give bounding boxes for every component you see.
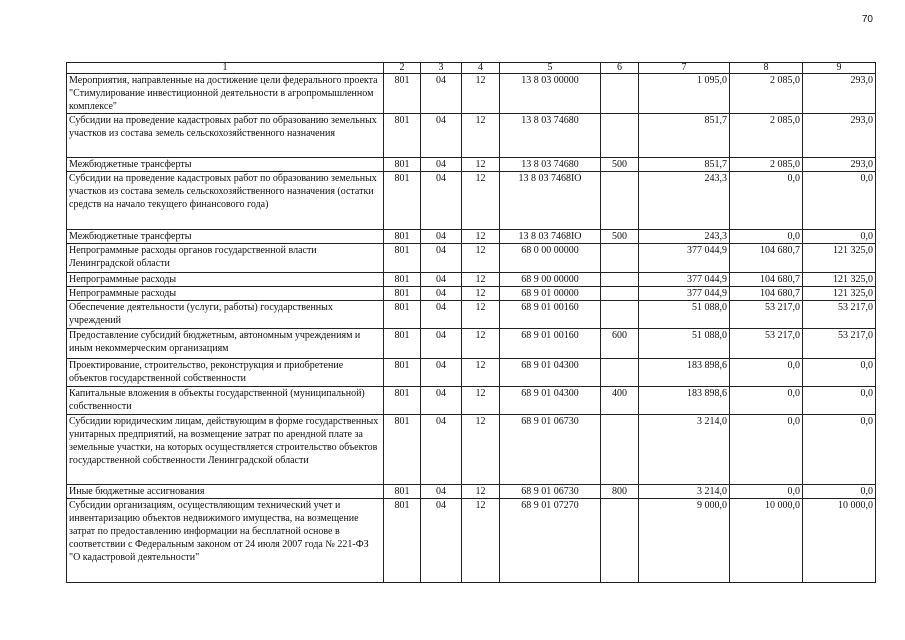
column-header: 7 xyxy=(639,63,730,74)
subsection-code: 12 xyxy=(462,172,500,230)
amount-col-8: 0,0 xyxy=(730,230,803,244)
expense-type-code xyxy=(601,244,639,273)
target-article-code: 13 8 03 74680 xyxy=(500,114,601,158)
amount-col-7: 851,7 xyxy=(639,114,730,158)
row-name: Непрограммные расходы xyxy=(67,287,384,301)
amount-col-9: 53 217,0 xyxy=(803,329,876,359)
row-name: Проектирование, строительство, реконструкция и приобретение объектов государственной собственности xyxy=(67,359,384,387)
section-code: 04 xyxy=(421,329,462,359)
row-name: Субсидии юридическим лицам, действующим в форме государственных унитарных предприятий, на возмещение затрат по арендной плате за земельные участки, на которых осуществляется строительство объектов государственной собственности Ленинградской области xyxy=(67,415,384,485)
table-row xyxy=(67,329,876,359)
expense-type-code xyxy=(601,114,639,158)
target-article-code: 68 9 01 00160 xyxy=(500,301,601,329)
expense-type-code: 500 xyxy=(601,158,639,172)
section-code: 04 xyxy=(421,415,462,485)
row-name: Субсидии организациям, осуществляющим технический учет и инвентаризацию объектов недвижимого имущества, на возмещение затрат по предоставлению информации на бесплатной основе в соответствии с Федеральным законом от 24 июля 2007 года № 221-ФЗ "О кадастровой деятельности" xyxy=(67,499,384,583)
table-row xyxy=(67,499,876,583)
amount-col-9: 10 000,0 xyxy=(803,499,876,583)
subsection-code: 12 xyxy=(462,74,500,114)
row-name: Непрограммные расходы органов государственной власти Ленинградской области xyxy=(67,244,384,273)
expense-type-code xyxy=(601,415,639,485)
amount-col-7: 51 088,0 xyxy=(639,301,730,329)
table-row xyxy=(67,230,876,244)
page-number: 70 xyxy=(861,14,873,25)
table-row xyxy=(67,273,876,287)
grbs-code: 801 xyxy=(384,273,421,287)
section-code: 04 xyxy=(421,230,462,244)
target-article-code: 68 9 01 06730 xyxy=(500,415,601,485)
section-code: 04 xyxy=(421,387,462,415)
column-header: 5 xyxy=(500,63,601,74)
table-row xyxy=(67,485,876,499)
column-header: 1 xyxy=(67,63,384,74)
amount-col-9: 0,0 xyxy=(803,485,876,499)
amount-col-8: 104 680,7 xyxy=(730,287,803,301)
subsection-code: 12 xyxy=(462,287,500,301)
budget-table xyxy=(66,62,876,583)
amount-col-8: 104 680,7 xyxy=(730,244,803,273)
section-code: 04 xyxy=(421,114,462,158)
section-code: 04 xyxy=(421,359,462,387)
subsection-code: 12 xyxy=(462,499,500,583)
target-article-code: 13 8 03 7468IO xyxy=(500,172,601,230)
table-row xyxy=(67,301,876,329)
expense-type-code: 500 xyxy=(601,230,639,244)
expense-type-code xyxy=(601,273,639,287)
amount-col-9: 121 325,0 xyxy=(803,273,876,287)
amount-col-8: 0,0 xyxy=(730,359,803,387)
row-name: Межбюджетные трансферты xyxy=(67,230,384,244)
expense-type-code: 800 xyxy=(601,485,639,499)
expense-type-code: 400 xyxy=(601,387,639,415)
subsection-code: 12 xyxy=(462,301,500,329)
table-row xyxy=(67,114,876,158)
target-article-code: 68 9 01 07270 xyxy=(500,499,601,583)
target-article-code: 13 8 03 7468IO xyxy=(500,230,601,244)
subsection-code: 12 xyxy=(462,230,500,244)
amount-col-9: 293,0 xyxy=(803,74,876,114)
grbs-code: 801 xyxy=(384,359,421,387)
amount-col-7: 3 214,0 xyxy=(639,485,730,499)
amount-col-7: 377 044,9 xyxy=(639,244,730,273)
expense-type-code xyxy=(601,359,639,387)
amount-col-7: 851,7 xyxy=(639,158,730,172)
grbs-code: 801 xyxy=(384,230,421,244)
target-article-code: 68 9 01 04300 xyxy=(500,359,601,387)
amount-col-8: 53 217,0 xyxy=(730,301,803,329)
table-row xyxy=(67,415,876,485)
column-header: 6 xyxy=(601,63,639,74)
table-row xyxy=(67,359,876,387)
target-article-code: 68 9 00 00000 xyxy=(500,273,601,287)
header-row xyxy=(67,63,876,74)
amount-col-7: 51 088,0 xyxy=(639,329,730,359)
row-name: Непрограммные расходы xyxy=(67,273,384,287)
section-code: 04 xyxy=(421,287,462,301)
amount-col-8: 0,0 xyxy=(730,415,803,485)
amount-col-7: 243,3 xyxy=(639,172,730,230)
target-article-code: 68 9 01 00160 xyxy=(500,329,601,359)
table-row xyxy=(67,158,876,172)
grbs-code: 801 xyxy=(384,158,421,172)
amount-col-8: 53 217,0 xyxy=(730,329,803,359)
grbs-code: 801 xyxy=(384,387,421,415)
amount-col-8: 0,0 xyxy=(730,172,803,230)
expense-type-code xyxy=(601,499,639,583)
expense-type-code xyxy=(601,301,639,329)
target-article-code: 13 8 03 74680 xyxy=(500,158,601,172)
section-code: 04 xyxy=(421,485,462,499)
amount-col-9: 0,0 xyxy=(803,387,876,415)
grbs-code: 801 xyxy=(384,172,421,230)
amount-col-7: 377 044,9 xyxy=(639,273,730,287)
row-name: Предоставление субсидий бюджетным, автономным учреждениям и иным некоммерческим организациям xyxy=(67,329,384,359)
subsection-code: 12 xyxy=(462,114,500,158)
column-header: 9 xyxy=(803,63,876,74)
grbs-code: 801 xyxy=(384,114,421,158)
amount-col-9: 121 325,0 xyxy=(803,244,876,273)
subsection-code: 12 xyxy=(462,158,500,172)
subsection-code: 12 xyxy=(462,329,500,359)
grbs-code: 801 xyxy=(384,499,421,583)
section-code: 04 xyxy=(421,172,462,230)
target-article-code: 13 8 03 00000 xyxy=(500,74,601,114)
subsection-code: 12 xyxy=(462,415,500,485)
amount-col-9: 0,0 xyxy=(803,172,876,230)
row-name: Межбюджетные трансферты xyxy=(67,158,384,172)
amount-col-7: 183 898,6 xyxy=(639,359,730,387)
target-article-code: 68 9 01 06730 xyxy=(500,485,601,499)
amount-col-9: 0,0 xyxy=(803,415,876,485)
column-header: 8 xyxy=(730,63,803,74)
subsection-code: 12 xyxy=(462,387,500,415)
table-row xyxy=(67,387,876,415)
section-code: 04 xyxy=(421,301,462,329)
grbs-code: 801 xyxy=(384,74,421,114)
amount-col-7: 183 898,6 xyxy=(639,387,730,415)
amount-col-9: 121 325,0 xyxy=(803,287,876,301)
amount-col-9: 293,0 xyxy=(803,114,876,158)
grbs-code: 801 xyxy=(384,415,421,485)
section-code: 04 xyxy=(421,74,462,114)
amount-col-9: 0,0 xyxy=(803,230,876,244)
subsection-code: 12 xyxy=(462,485,500,499)
amount-col-8: 10 000,0 xyxy=(730,499,803,583)
amount-col-9: 0,0 xyxy=(803,359,876,387)
grbs-code: 801 xyxy=(384,287,421,301)
grbs-code: 801 xyxy=(384,244,421,273)
column-header: 3 xyxy=(421,63,462,74)
subsection-code: 12 xyxy=(462,359,500,387)
amount-col-7: 243,3 xyxy=(639,230,730,244)
amount-col-8: 0,0 xyxy=(730,387,803,415)
expense-type-code xyxy=(601,74,639,114)
table-row xyxy=(67,244,876,273)
amount-col-7: 3 214,0 xyxy=(639,415,730,485)
row-name: Иные бюджетные ассигнования xyxy=(67,485,384,499)
row-name: Мероприятия, направленные на достижение цели федерального проекта "Стимулирование инвестиционной деятельности в агропромышленном комплексе" xyxy=(67,74,384,114)
grbs-code: 801 xyxy=(384,329,421,359)
row-name: Субсидии на проведение кадастровых работ по образованию земельных участков из состава земель сельскохозяйственного назначения xyxy=(67,114,384,158)
expense-type-code xyxy=(601,287,639,301)
amount-col-8: 2 085,0 xyxy=(730,114,803,158)
section-code: 04 xyxy=(421,244,462,273)
subsection-code: 12 xyxy=(462,244,500,273)
table-row xyxy=(67,172,876,230)
amount-col-8: 2 085,0 xyxy=(730,158,803,172)
section-code: 04 xyxy=(421,158,462,172)
amount-col-7: 1 095,0 xyxy=(639,74,730,114)
expense-type-code: 600 xyxy=(601,329,639,359)
grbs-code: 801 xyxy=(384,301,421,329)
target-article-code: 68 0 00 00000 xyxy=(500,244,601,273)
subsection-code: 12 xyxy=(462,273,500,287)
column-header: 2 xyxy=(384,63,421,74)
grbs-code: 801 xyxy=(384,485,421,499)
amount-col-7: 9 000,0 xyxy=(639,499,730,583)
table-row xyxy=(67,74,876,114)
row-name: Обеспечение деятельности (услуги, работы) государственных учреждений xyxy=(67,301,384,329)
table-row xyxy=(67,287,876,301)
amount-col-7: 377 044,9 xyxy=(639,287,730,301)
section-code: 04 xyxy=(421,499,462,583)
amount-col-8: 104 680,7 xyxy=(730,273,803,287)
expense-type-code xyxy=(601,172,639,230)
column-header: 4 xyxy=(462,63,500,74)
row-name: Капитальные вложения в объекты государственной (муниципальной) собственности xyxy=(67,387,384,415)
amount-col-9: 293,0 xyxy=(803,158,876,172)
row-name: Субсидии на проведение кадастровых работ по образованию земельных участков из состава земель сельскохозяйственного назначения (остатки средств на начало текущего финансового года) xyxy=(67,172,384,230)
amount-col-8: 2 085,0 xyxy=(730,74,803,114)
amount-col-9: 53 217,0 xyxy=(803,301,876,329)
target-article-code: 68 9 01 04300 xyxy=(500,387,601,415)
target-article-code: 68 9 01 00000 xyxy=(500,287,601,301)
amount-col-8: 0,0 xyxy=(730,485,803,499)
section-code: 04 xyxy=(421,273,462,287)
